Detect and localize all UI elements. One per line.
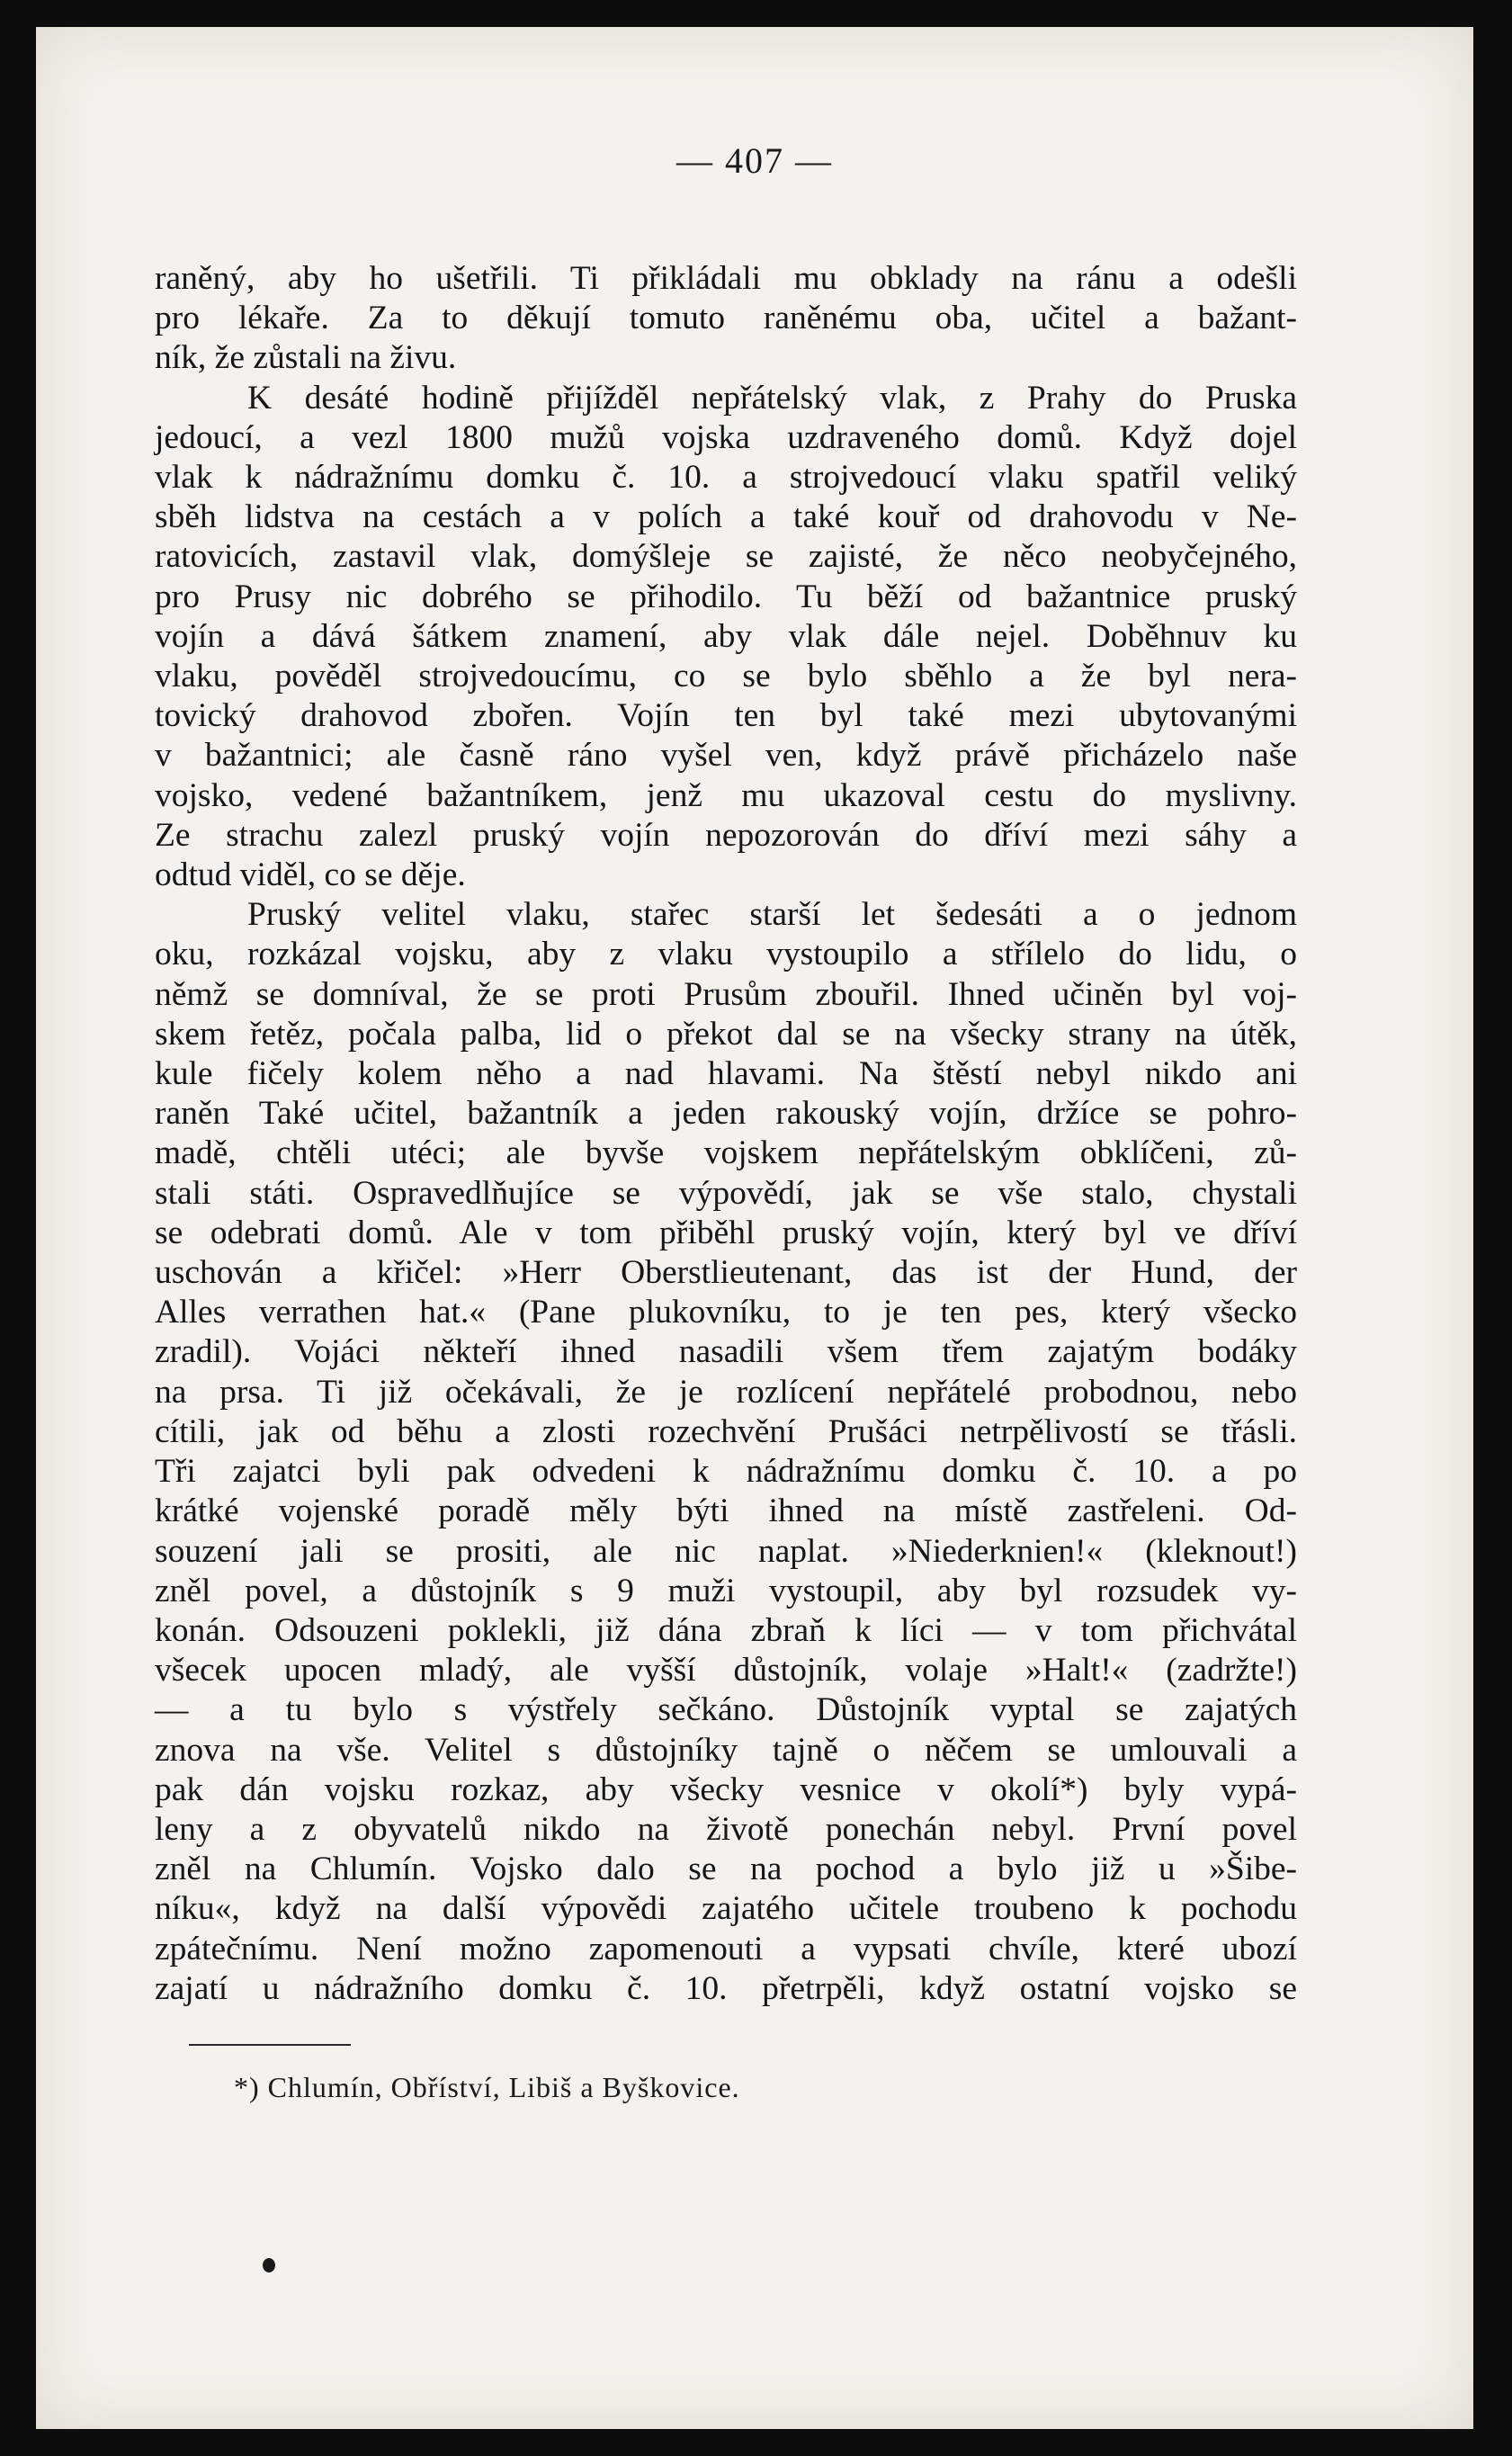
body-text xyxy=(155,259,1297,2009)
text-line: madě, chtěli utéci; ale byvše vojskem nepřátelským obklíčeni, zů- xyxy=(155,1134,1297,1172)
text-line: uschován a křičel: »Herr Oberstlieutenant, das ist der Hund, der xyxy=(155,1254,1297,1292)
text-line: raněn Také učitel, bažantník a jeden rakouský vojín, držíce se pohro- xyxy=(155,1095,1297,1133)
text-line: vojsko, vedené bažantníkem, jenž mu ukazoval cestu do myslivny. xyxy=(155,776,1297,814)
text-line: zradil). Vojáci někteří ihned nasadili všem třem zajatým bodáky xyxy=(155,1333,1297,1371)
text-line: oku, rozkázal vojsku, aby z vlaku vystoupilo a střílelo do lidu, o xyxy=(155,936,1297,973)
text-line: ník, že zůstali na živu. xyxy=(155,339,457,377)
text-line: v bažantnici; ale časně ráno vyšel ven, když právě přicházelo naše xyxy=(155,737,1297,775)
text-line: zněl povel, a důstojník s 9 muži vystoupil, aby byl rozsudek vy- xyxy=(155,1572,1297,1609)
text-line: skem řetěz, počala palba, lid o překot dal se na všecky strany na útěk, xyxy=(155,1015,1297,1053)
text-line: souzení jali se prositi, ale nic naplat. »Niederknien!« (kleknout!) xyxy=(155,1532,1297,1570)
text-line: stali státi. Ospravedlňujíce se výpovědí, jak se vše stalo, chystali xyxy=(155,1174,1297,1212)
text-line: konán. Odsouzeni poklekli, již dána zbraň k líci — v tom přichvátal xyxy=(155,1611,1297,1649)
text-line: Tři zajatci byli pak odvedeni k nádražnímu domku č. 10. a po xyxy=(155,1453,1297,1491)
text-line: němž se domníval, že se proti Prusům zbouřil. Ihned učiněn byl voj- xyxy=(155,975,1297,1013)
paragraph-3 xyxy=(155,895,1297,2009)
text-line: Pruský velitel vlaku, stařec starší let šedesáti a o jednom xyxy=(247,896,1297,934)
text-line: na prsa. Ti již očekávali, že je rozlícení nepřátelé probodnou, nebo xyxy=(155,1373,1297,1411)
text-line: pro Prusy nic dobrého se přihodilo. Tu běží od bažantnice pruský xyxy=(155,578,1297,615)
text-line: Ze strachu zalezl pruský vojín nepozorován do dříví mezi sáhy a xyxy=(155,816,1297,854)
text-line: se odebrati domů. Ale v tom přiběhl pruský vojín, který byl ve dříví xyxy=(155,1214,1297,1251)
footnote: *) Chlumín, Obříství, Libiš a Byškovice. xyxy=(234,2071,740,2103)
text-line: tovický drahovod zbořen. Vojín ten byl také mezi ubytovanými xyxy=(155,697,1297,735)
text-line: znova na vše. Velitel s důstojníky tajně o něčem se umlouvali a xyxy=(155,1731,1297,1769)
text-line: Alles verrathen hat.« (Pane plukovníku, to je ten pes, který všecko xyxy=(155,1294,1297,1331)
text-line: vlaku, pověděl strojvedoucímu, co se bylo sběhlo a že byl nera- xyxy=(155,658,1297,695)
text-line: vlak k nádražnímu domku č. 10. a strojvedoucí vlaku spatřil veliký xyxy=(155,459,1297,497)
paragraph-2 xyxy=(155,379,1297,896)
text-line: leny a z obyvatelů nikdo na životě ponechán nebyl. První povel xyxy=(155,1810,1297,1848)
text-line: krátké vojenské poradě měly býti ihned na místě zastřeleni. Od- xyxy=(155,1492,1297,1530)
text-line: pak dán vojsku rozkaz, aby všecky vesnice v okolí*) byly vypá- xyxy=(155,1770,1297,1808)
text-line: zněl na Chlumín. Vojsko dalo se na pochod a bylo již u »Šibe- xyxy=(155,1851,1297,1888)
text-line: kule fičely kolem něho a nad hlavami. Na štěstí nebyl nikdo ani xyxy=(155,1055,1297,1093)
text-line: sběh lidstva na cestách a v polích a také kouř od drahovodu v Ne- xyxy=(155,498,1297,536)
text-line: jedoucí, a vezl 1800 mužů vojska uzdraveného domů. Když dojel xyxy=(155,418,1297,456)
text-line: — a tu bylo s výstřely sečkáno. Důstojník vyptal se zajatých xyxy=(155,1691,1297,1729)
text-line: zpátečnímu. Není možno zapomenouti a vypsati chvíle, které ubozí xyxy=(155,1930,1297,1967)
text-line: K desáté hodině přijížděl nepřátelský vlak, z Prahy do Pruska xyxy=(247,379,1297,417)
text-line: níku«, když na další výpovědi zajatého učitele troubeno k pochodu xyxy=(155,1890,1297,1928)
footnote-rule xyxy=(189,2044,351,2046)
text-line: cítili, jak od běhu a zlosti rozechvění Prušáci netrpělivostí se třásli. xyxy=(155,1412,1297,1450)
text-line: vojín a dává šátkem znamení, aby vlak dále nejel. Doběhnuv ku xyxy=(155,617,1297,655)
book-page xyxy=(36,27,1473,2429)
paragraph-1 xyxy=(155,259,1297,379)
text-line: raněný, aby ho ušetřili. Ti přikládali mu obklady na ránu a odešli xyxy=(155,260,1297,297)
text-line: zajatí u nádražního domku č. 10. přetrpěli, když ostatní vojsko se xyxy=(155,1969,1297,2007)
ink-blot xyxy=(263,2258,275,2272)
text-line: všecek upocen mladý, ale vyšší důstojník, volaje »Halt!« (zadržte!) xyxy=(155,1652,1297,1690)
text-line: pro lékaře. Za to děkují tomuto raněnému oba, učitel a bažant- xyxy=(155,300,1297,337)
text-line: odtud viděl, co se děje. xyxy=(155,856,466,894)
text-line: ratovicích, zastavil vlak, domýšleje se zajisté, že něco neobyčejného, xyxy=(155,538,1297,576)
page-number: — 407 — xyxy=(676,140,833,181)
